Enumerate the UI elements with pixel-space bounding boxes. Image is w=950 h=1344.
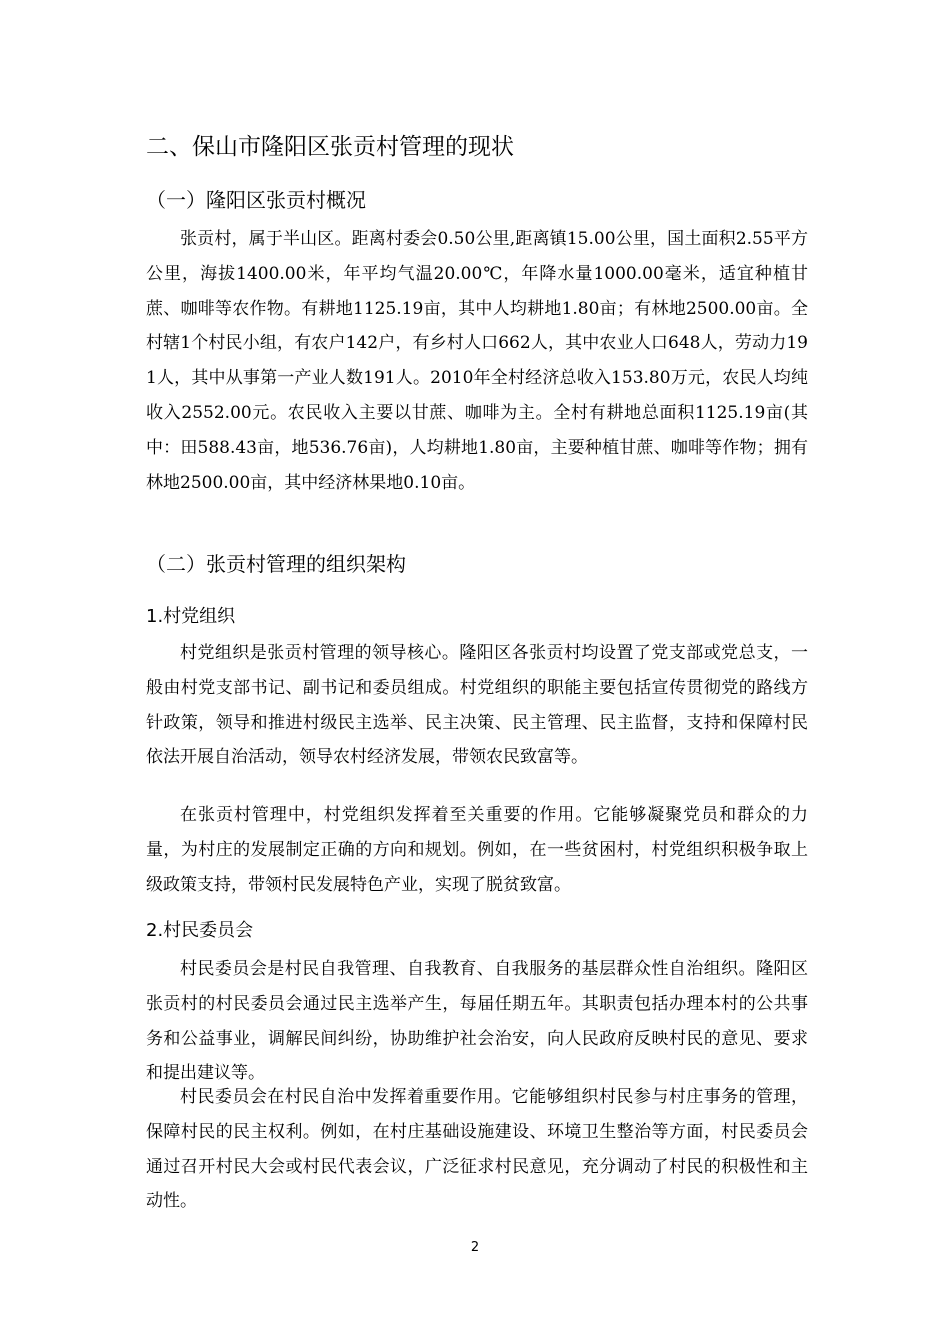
committee-paragraph-1: 村民委员会是村民自我管理、自我教育、自我服务的基层群众性自治组织。隆阳区张贡村的村民委员会通过民主选举产生，每届任期五年。其职责包括办理本村的公共事务和公益事业，调解民间纠纷，协助维护社会治安，向人民政府反映村民的意见、要求和提出建议等。 — [146, 959, 808, 1084]
subsection-heading-committee: 2.村民委员会 — [146, 920, 254, 941]
chapter-heading: 二、保山市隆阳区张贡村管理的现状 — [146, 134, 514, 160]
committee-paragraph-2: 村民委员会在村民自治中发挥着重要作用。它能够组织村民参与村庄事务的管理，保障村民的民主权利。例如，在村庄基础设施建设、环境卫生整治等方面，村民委员会通过召开村民大会或村民代表会议，广泛征求村民意见，充分调动了村民的积极性和主动性。 — [146, 1087, 808, 1212]
party-paragraph-2: 在张贡村管理中，村党组织发挥着至关重要的作用。它能够凝聚党员和群众的力量，为村庄的发展制定正确的方向和规划。例如，在一些贫困村，村党组织积极争取上级政策支持，带领村民发展特色产业，实现了脱贫致富。 — [146, 805, 808, 895]
page-number: 2 — [470, 1240, 480, 1255]
section-heading-overview: （一）隆阳区张贡村概况 — [146, 188, 366, 212]
section-heading-organization: （二）张贡村管理的组织架构 — [146, 552, 406, 576]
subsection-heading-party: 1.村党组织 — [146, 606, 236, 627]
overview-paragraph: 张贡村，属于半山区。距离村委会0.50公里,距离镇15.00公里，国土面积2.55平方公里，海拔1400.00米，年平均气温20.00℃，年降水量1000.00毫米，适宜种植甘蔗、咖啡等农作物。有耕地1125.19亩，其中人均耕地1.80亩；有林地2500.00亩。全村辖1个村民小组，有农户142户，有乡村人口662人，其中农业人口648人，劳动力191人，其中从事第一产业人数191人。2010年全村经济总收入153.80万元，农民人均纯收入2552.00元。农民收入主要以甘蔗、咖啡为主。全村有耕地总面积1125.19亩(其中：田588.43亩，地536.76亩)，人均耕地1.80亩，主要种植甘蔗、咖啡等作物；拥有林地2500.00亩，其中经济林果地0.10亩。 — [146, 229, 808, 493]
party-paragraph-1: 村党组织是张贡村管理的领导核心。隆阳区各张贡村均设置了党支部或党总支，一般由村党支部书记、副书记和委员组成。村党组织的职能主要包括宣传贯彻党的路线方针政策，领导和推进村级民主选举、民主决策、民主管理、民主监督，支持和保障村民依法开展自治活动，领导农村经济发展，带领农民致富等。 — [146, 643, 808, 768]
